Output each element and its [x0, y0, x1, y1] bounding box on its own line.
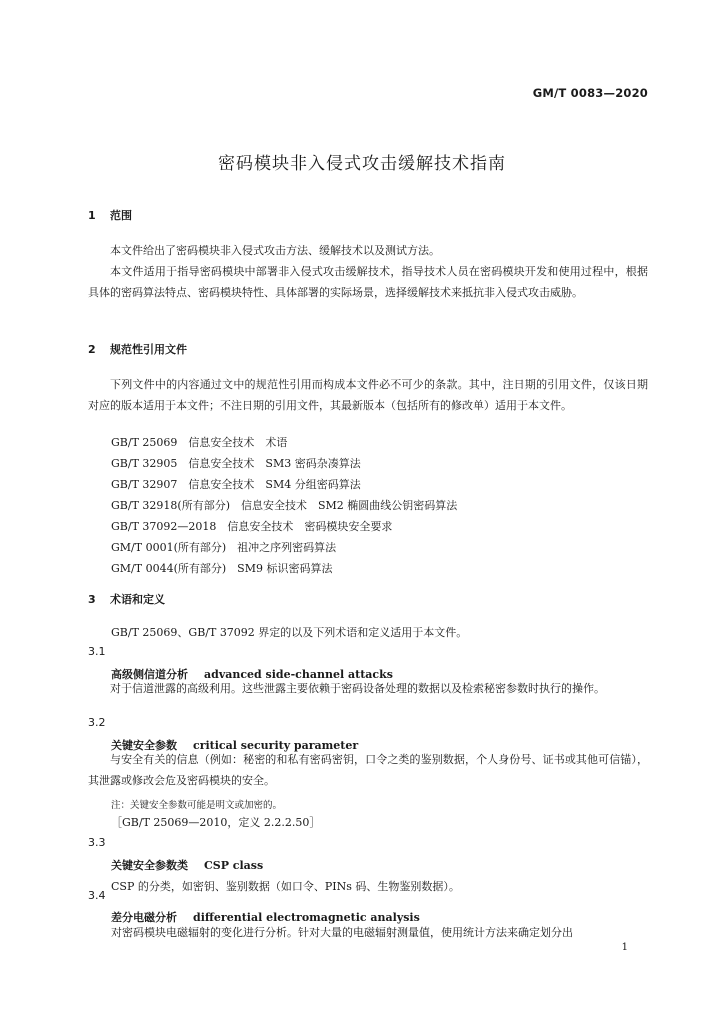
term-en: critical security parameter: [193, 739, 359, 752]
page-number: 1: [621, 942, 628, 953]
term-number: 3.1: [88, 645, 106, 658]
term-number: 3.2: [88, 716, 106, 729]
term-en: CSP class: [204, 859, 264, 872]
document-number: GM/T 0083—2020: [532, 86, 648, 100]
section-heading-scope: [88, 207, 132, 223]
reference-item: GB/T 25069 信息安全技术 术语: [111, 436, 288, 449]
section-title: 范围: [110, 209, 132, 222]
section-heading-terms: [88, 591, 165, 607]
term-definition: 对密码模块电磁辐射的变化进行分析。针对大量的电磁辐射测量值，使用统计方法来确定划分出: [111, 926, 573, 939]
reference-item: GB/T 32905 信息安全技术 SM3 密码杂凑算法: [111, 457, 361, 470]
term-definition: 对于信道泄露的高级利用。这些泄露主要依赖于密码设备处理的数据以及检索秘密参数时执行的操作。: [110, 682, 605, 695]
term-zh: 关键安全参数: [111, 739, 177, 752]
paragraph: 本文件给出了密码模块非入侵式攻击方法、缓解技术以及测试方法。: [110, 244, 440, 257]
term-en: advanced side-channel attacks: [204, 668, 393, 681]
reference-item: GB/T 32918(所有部分) 信息安全技术 SM2 椭圆曲线公钥密码算法: [111, 499, 458, 512]
term-definition: CSP 的分类，如密钥、鉴别数据（如口令、PINs 码、生物鉴别数据）。: [111, 880, 460, 893]
reference-item: GB/T 32907 信息安全技术 SM4 分组密码算法: [111, 478, 361, 491]
paragraph: 下列文件中的内容通过文中的规范性引用而构成本文件必不可少的条款。其中，注日期的引用文件，仅该日期对应的版本适用于本文件；不注日期的引用文件，其最新版本（包括所有的修改单）适用于本文件。: [88, 378, 648, 413]
section-number: 2: [88, 343, 96, 356]
reference-item: GB/T 37092—2018 信息安全技术 密码模块安全要求: [111, 520, 393, 533]
reference-item: GM/T 0044(所有部分) SM9 标识密码算法: [111, 562, 333, 575]
term-source: ［GB/T 25069—2010，定义 2.2.2.50］: [111, 816, 321, 829]
section-number: 3: [88, 593, 96, 606]
section-title: 术语和定义: [110, 593, 165, 606]
section-number: 1: [88, 209, 96, 222]
document-title: 密码模块非入侵式攻击缓解技术指南: [218, 154, 506, 174]
term-title: [111, 909, 420, 925]
term-en: differential electromagnetic analysis: [193, 911, 420, 924]
section-intro: GB/T 25069、GB/T 37092 界定的以及下列术语和定义适用于本文件。: [111, 626, 468, 639]
term-title: [111, 857, 263, 873]
reference-item: GM/T 0001(所有部分) 祖冲之序列密码算法: [111, 541, 337, 554]
section-heading-normative-references: [88, 341, 187, 357]
term-zh: 差分电磁分析: [111, 911, 177, 924]
term-definition: 与安全有关的信息（例如：秘密的和私有密码密钥，口令之类的鉴别数据，个人身份号、证书或其他可信锚），其泄露或修改会危及密码模块的安全。: [88, 753, 648, 788]
term-zh: 关键安全参数类: [111, 859, 188, 872]
term-zh: 高级侧信道分析: [111, 668, 188, 681]
term-number: 3.4: [88, 889, 106, 902]
paragraph: 本文件适用于指导密码模块中部署非入侵式攻击缓解技术，指导技术人员在密码模块开发和使用过程中，根据具体的密码算法特点、密码模块特性、具体部署的实际场景，选择缓解技术来抵抗非入侵式攻击威胁。: [88, 265, 648, 300]
term-note: 注：关键安全参数可能是明文或加密的。: [111, 800, 283, 811]
section-title: 规范性引用文件: [110, 343, 187, 356]
term-number: 3.3: [88, 836, 106, 849]
